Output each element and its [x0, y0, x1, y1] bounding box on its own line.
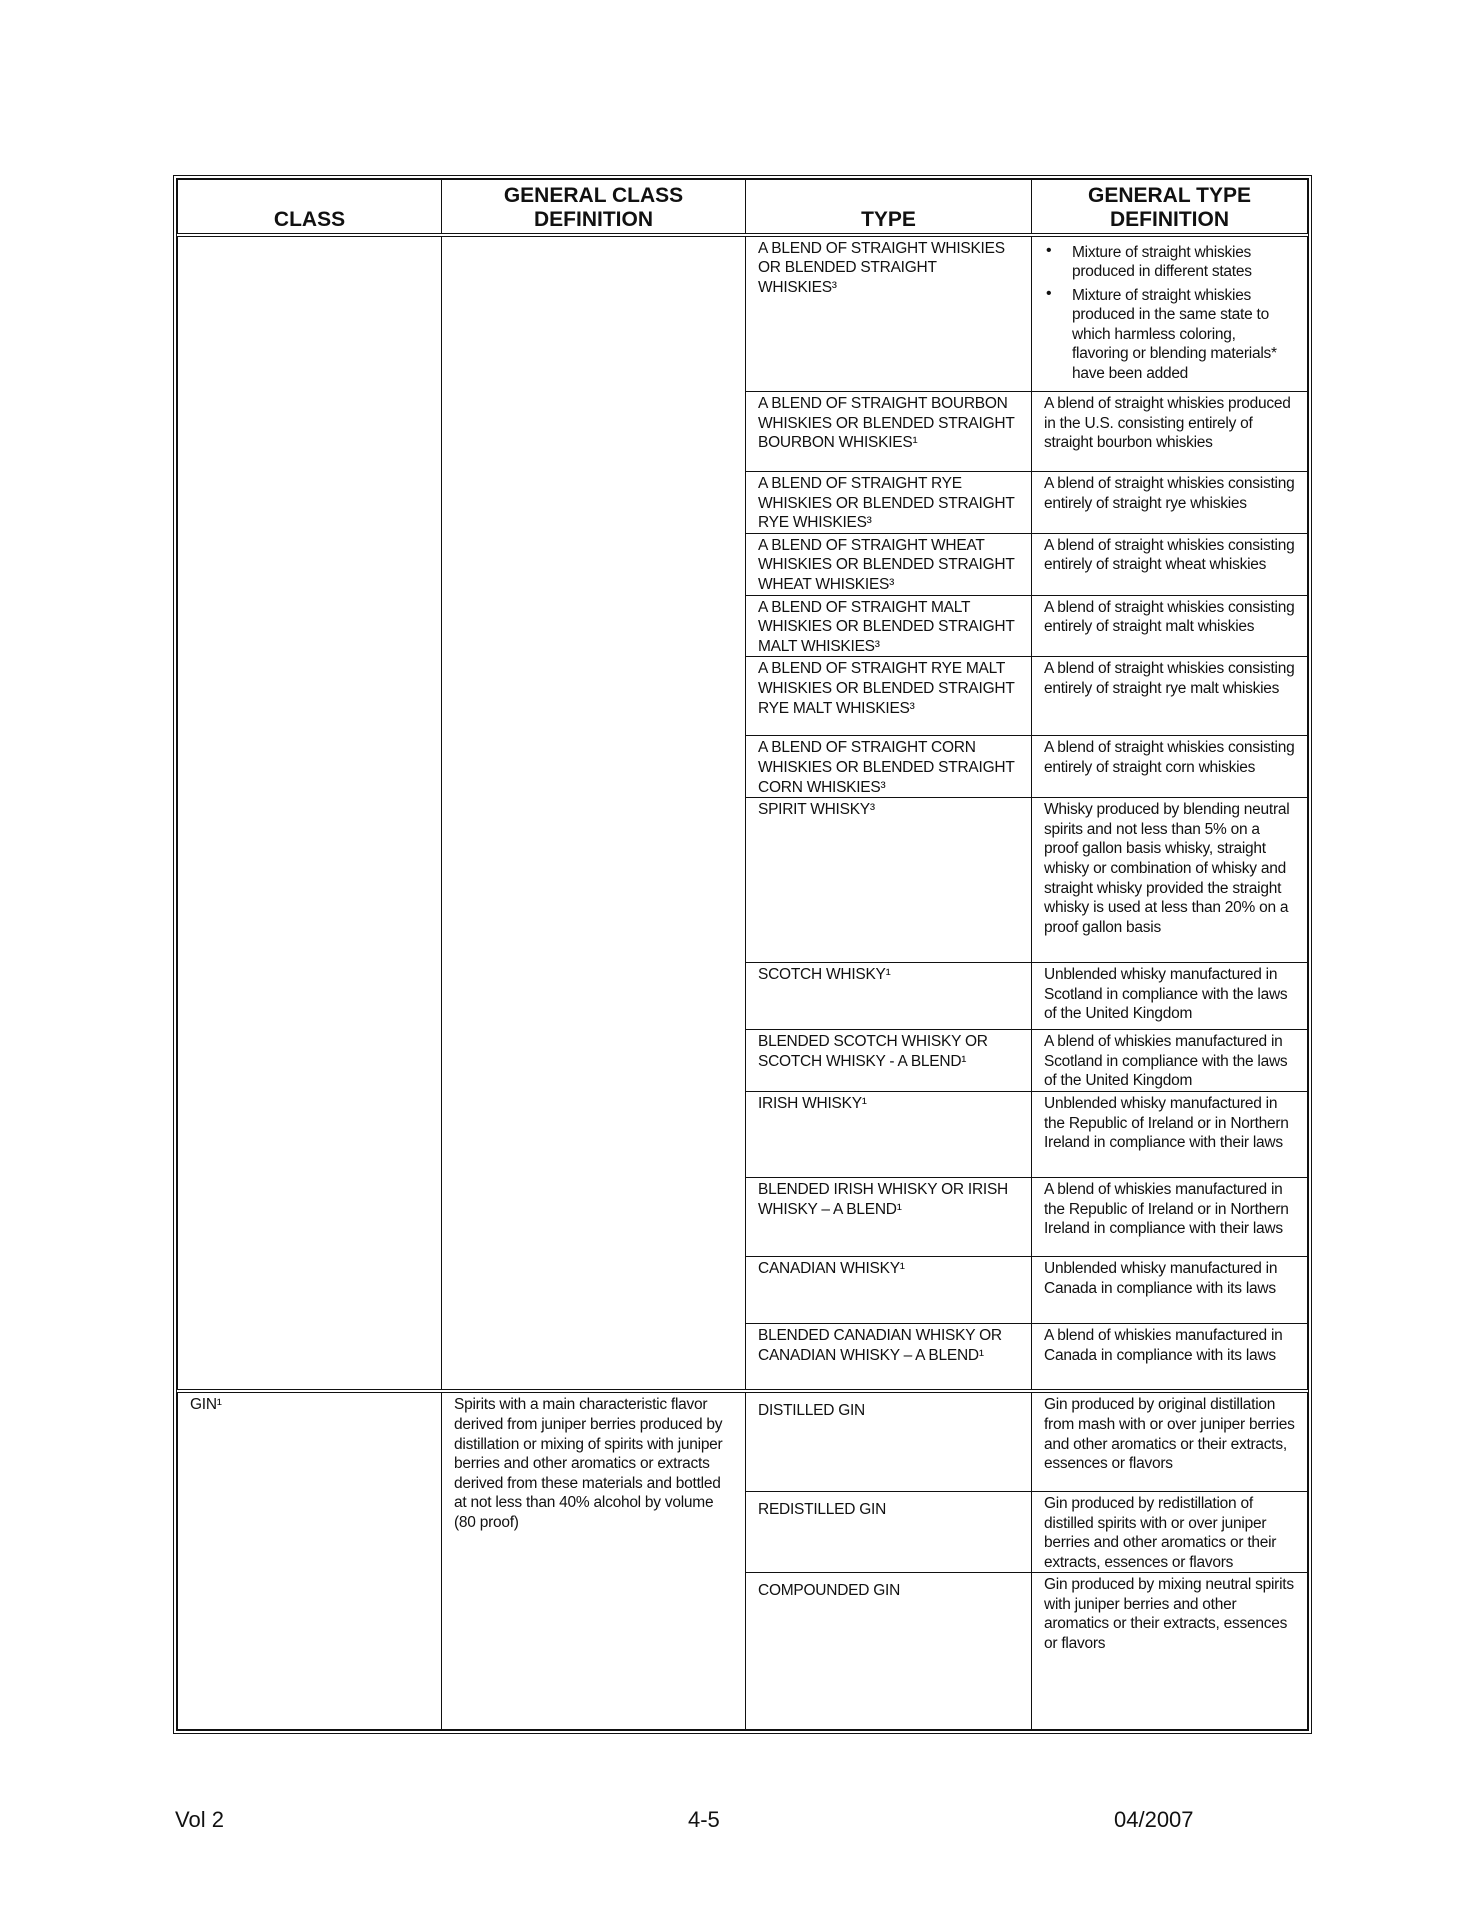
type-cell: BLENDED SCOTCH WHISKY OR SCOTCH WHISKY - A BLEND¹	[746, 1030, 1032, 1092]
class-cell	[178, 235, 442, 1392]
type-cell: BLENDED IRISH WHISKY OR IRISH WHISKY – A BLEND¹	[746, 1177, 1032, 1256]
table-row	[178, 235, 1308, 392]
type-cell: BLENDED CANADIAN WHISKY OR CANADIAN WHISKY – A BLEND¹	[746, 1323, 1032, 1391]
type-cell: IRISH WHISKY¹	[746, 1091, 1032, 1177]
spirits-classification-table	[173, 175, 1312, 1734]
type-cell: A BLEND OF STRAIGHT BOURBON WHISKIES OR BLENDED STRAIGHT BOURBON WHISKIES¹	[746, 392, 1032, 472]
footer-volume: Vol 2	[175, 1807, 224, 1832]
bullet-item	[1046, 241, 1295, 282]
table-header-row	[178, 180, 1308, 235]
class-definition-cell: Spirits with a main characteristic flavor derived from juniper berries produced by distillation or mixing of spirits with juniper berries and other aromatics or extracts derived from these materials and bottled at not less than 40% alcohol by volume (80 proof)	[442, 1391, 746, 1729]
bullet-text: Mixture of straight whiskies produced in different states	[1072, 243, 1252, 281]
type-cell: A BLEND OF STRAIGHT CORN WHISKIES OR BLENDED STRAIGHT CORN WHISKIES³	[746, 736, 1032, 798]
type-definition-cell: Unblended whisky manufactured in Canada in compliance with its laws	[1032, 1256, 1308, 1323]
class-cell: GIN¹	[178, 1391, 442, 1729]
type-cell: A BLEND OF STRAIGHT WHISKIES OR BLENDED STRAIGHT WHISKIES³	[746, 235, 1032, 392]
type-definition-cell: A blend of straight whiskies produced in the U.S. consisting entirely of straight bourbon whiskies	[1032, 392, 1308, 472]
header-general-class-definition: GENERAL CLASS DEFINITION	[442, 180, 746, 235]
header-class: CLASS	[178, 180, 442, 235]
header-general-type-definition: GENERAL TYPE DEFINITION	[1032, 180, 1308, 235]
type-cell: A BLEND OF STRAIGHT WHEAT WHISKIES OR BLENDED STRAIGHT WHEAT WHISKIES³	[746, 533, 1032, 595]
footer-date: 04/2007	[1114, 1807, 1194, 1832]
type-definition-cell: Gin produced by original distillation from mash with or over juniper berries and other aromatics or their extracts, essences or flavors	[1032, 1391, 1308, 1491]
type-definition-cell: A blend of straight whiskies consisting entirely of straight malt whiskies	[1032, 595, 1308, 657]
type-cell: SCOTCH WHISKY¹	[746, 963, 1032, 1030]
type-definition-cell: A blend of straight whiskies consisting entirely of straight rye malt whiskies	[1032, 657, 1308, 736]
type-definition-cell	[1032, 235, 1308, 392]
type-definition-cell: Unblended whisky manufactured in the Republic of Ireland or in Northern Ireland in compliance with their laws	[1032, 1091, 1308, 1177]
bullet-list	[1044, 243, 1295, 384]
type-definition-cell: A blend of straight whiskies consisting entirely of straight wheat whiskies	[1032, 533, 1308, 595]
type-definition-cell: A blend of straight whiskies consisting entirely of straight rye whiskies	[1032, 472, 1308, 534]
type-cell: COMPOUNDED GIN	[746, 1573, 1032, 1730]
bullet-text: Mixture of straight whiskies produced in the same state to which harmless coloring, flavoring or blending materials* have been added	[1072, 286, 1277, 383]
header-type: TYPE	[746, 180, 1032, 235]
type-definition-cell: A blend of whiskies manufactured in the Republic of Ireland or in Northern Ireland in compliance with their laws	[1032, 1177, 1308, 1256]
type-cell: A BLEND OF STRAIGHT MALT WHISKIES OR BLENDED STRAIGHT MALT WHISKIES³	[746, 595, 1032, 657]
bullet-icon: •	[1046, 284, 1052, 302]
type-cell: A BLEND OF STRAIGHT RYE WHISKIES OR BLENDED STRAIGHT RYE WHISKIES³	[746, 472, 1032, 534]
table-row	[178, 1391, 1308, 1491]
type-definition-cell: Unblended whisky manufactured in Scotland in compliance with the laws of the United Kingdom	[1032, 963, 1308, 1030]
type-definition-cell: Gin produced by mixing neutral spirits with juniper berries and other aromatics or their extracts, essences or flavors	[1032, 1573, 1308, 1730]
type-cell: CANADIAN WHISKY¹	[746, 1256, 1032, 1323]
class-definition-cell	[442, 235, 746, 1392]
type-cell: DISTILLED GIN	[746, 1391, 1032, 1491]
bullet-item	[1046, 284, 1295, 384]
type-definition-cell: Whisky produced by blending neutral spirits and not less than 5% on a proof gallon basis whisky, straight whisky or combination of whisky and straight whisky provided the straight whisky is used at less than 20% on a proof gallon basis	[1032, 798, 1308, 963]
type-definition-cell: A blend of whiskies manufactured in Scotland in compliance with the laws of the United Kingdom	[1032, 1030, 1308, 1092]
type-cell: A BLEND OF STRAIGHT RYE MALT WHISKIES OR BLENDED STRAIGHT RYE MALT WHISKIES³	[746, 657, 1032, 736]
type-definition-cell: A blend of whiskies manufactured in Canada in compliance with its laws	[1032, 1323, 1308, 1391]
type-cell: REDISTILLED GIN	[746, 1491, 1032, 1572]
footer-page-number: 4-5	[688, 1807, 720, 1832]
type-cell: SPIRIT WHISKY³	[746, 798, 1032, 963]
bullet-icon: •	[1046, 241, 1052, 259]
type-definition-cell: Gin produced by redistillation of distilled spirits with or over juniper berries and other aromatics or their extracts, essences or flavors	[1032, 1491, 1308, 1572]
type-definition-cell: A blend of straight whiskies consisting entirely of straight corn whiskies	[1032, 736, 1308, 798]
